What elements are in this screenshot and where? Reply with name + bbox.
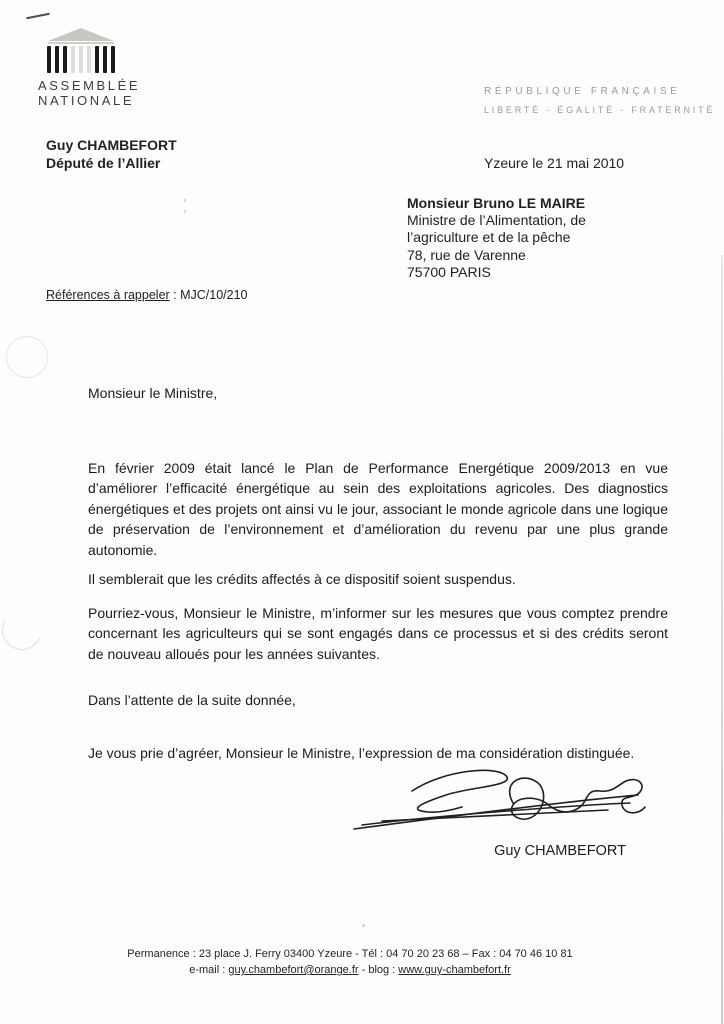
recipient-line: l’agriculture et de la pêche [407, 229, 571, 246]
footer-email: guy.chambefort@orange.fr [228, 964, 359, 976]
footer-blog-label: - blog : [358, 964, 399, 976]
hole-punch-artifact [6, 336, 48, 378]
recipient-line: 78, rue de Varenne [407, 246, 526, 263]
pediment-icon [48, 28, 114, 41]
footer-address-line: Permanence : 23 place J. Ferry 03400 Yzeure - Tél : 04 70 20 23 68 – Fax : 04 70 46 10 81 [127, 948, 573, 960]
logo-text-line1: ASSEMBLÉE [38, 78, 141, 93]
letter-body [88, 383, 668, 763]
devise-line: LIBERTÉ - ÉGALITÉ - FRATERNITÉ [484, 105, 716, 115]
sender-name: Guy CHAMBEFORT [46, 137, 177, 153]
footer-block [0, 946, 700, 978]
scan-edge-artifact [721, 255, 723, 1024]
recipient-line: Ministre de l’Alimentation, de [407, 212, 586, 229]
recipient-block [407, 195, 586, 281]
body-paragraph: Il semblerait que les crédits affectés à ce dispositif soient suspendus. [88, 571, 516, 587]
columns-icon [38, 46, 124, 73]
date-line: Yzeure le 21 mai 2010 [484, 155, 625, 171]
logo-text-line2: NATIONALE [38, 93, 135, 108]
body-paragraph: Je vous prie d’agréer, Monsieur le Ministre, l’expression de ma considération distinguée. [88, 744, 635, 761]
assemblee-nationale-logo [38, 28, 141, 108]
reference-line [46, 288, 248, 302]
recipient-name: Monsieur Bruno LE MAIRE [407, 195, 586, 211]
footer-email-label: e-mail : [189, 964, 229, 976]
hole-punch-artifact [0, 604, 48, 655]
signature-block [350, 763, 660, 859]
body-paragraph: En février 2009 était lancé le Plan de Performance Energétique 2009/2013 en vue d’améliorer l’efficacité énergétique au sein des exploitations agricoles. Des diagnostics énergétiques et des projets ont ainsi vu le jour, associant le monde agricole dans une logique de préservation de l’environnement et d’amélioration du revenu par une plus grande autonomie. [88, 459, 668, 558]
recipient-line: 75700 PARIS [407, 263, 491, 280]
body-paragraph: Dans l’attente de la suite donnée, [88, 692, 296, 708]
reference-separator: : [169, 288, 181, 302]
body-paragraph: Pourriez-vous, Monsieur le Ministre, m’informer sur les mesures que vous comptez prendre concernant les agriculteurs qui se sont engagés dans ce processus et si des crédits seront de nouveau alloués pour les années suivantes. [88, 604, 668, 662]
scan-speck-artifact [362, 924, 365, 927]
handwritten-signature-icon [350, 763, 660, 838]
footer-blog-url: www.guy-chambefort.fr [398, 964, 511, 976]
footer-contact-line [0, 962, 700, 978]
reference-value: MJC/10/210 [180, 288, 248, 302]
sender-block [46, 136, 177, 172]
sender-title: Député de l’Allier [46, 155, 161, 171]
pen-mark-artifact [26, 13, 50, 20]
republique-francaise-letterhead [484, 83, 715, 119]
scan-speck-artifact [184, 199, 186, 213]
salutation: Monsieur le Ministre, [88, 385, 218, 401]
architrave-line [48, 42, 114, 44]
republique-line: RÉPUBLIQUE FRANÇAISE [484, 86, 681, 97]
signature-name: Guy CHAMBEFORT [494, 843, 626, 859]
reference-label: Références à rappeler [46, 288, 170, 302]
